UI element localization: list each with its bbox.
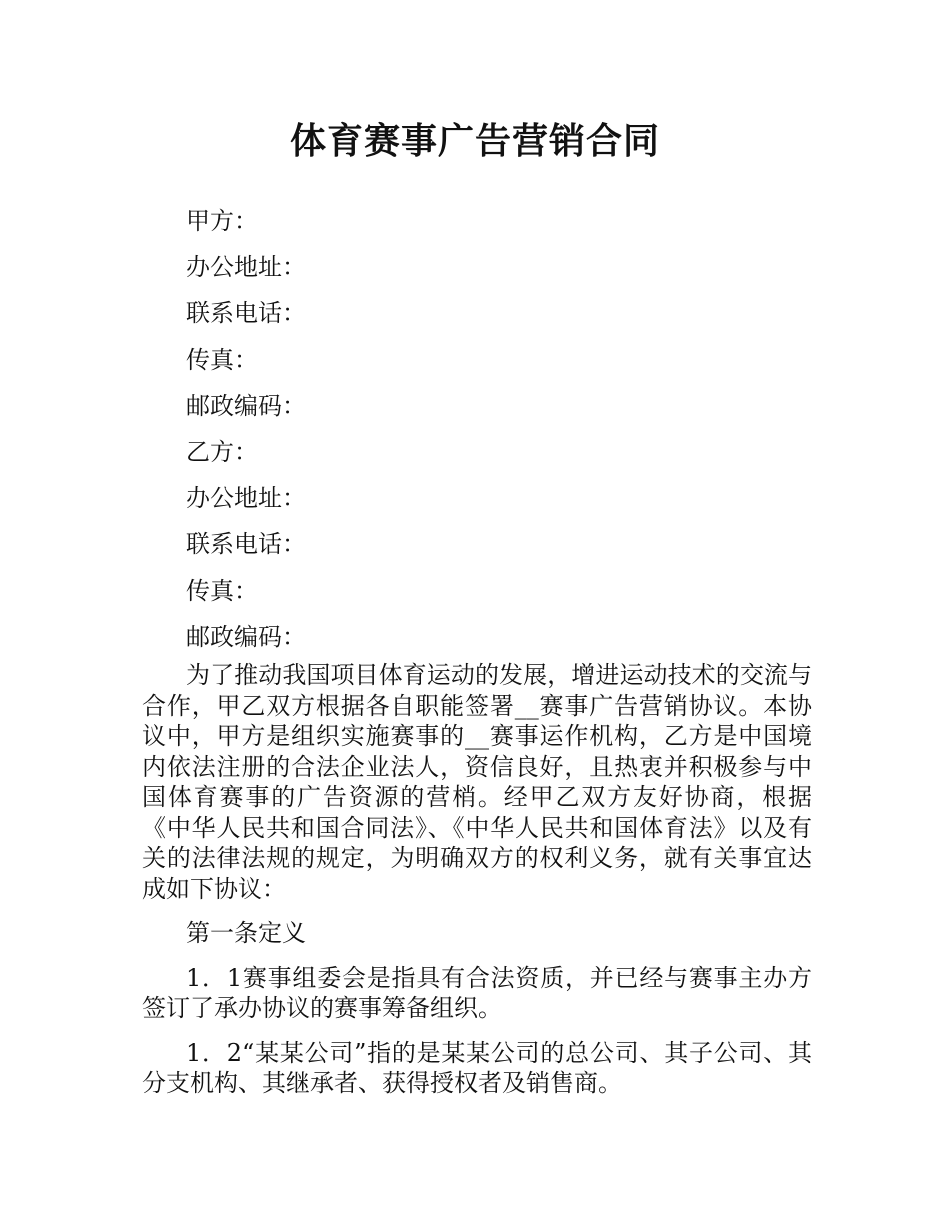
party-b-label: 乙方：: [186, 437, 258, 466]
clause-1-1: 1．1赛事组委会是指具有合法资质，并已经与赛事主办方签订了承办协议的赛事筹备组织。: [142, 963, 812, 1022]
party-b-fax-label: 传真：: [186, 576, 258, 605]
document-title: 体育赛事广告营销合同: [289, 121, 660, 162]
preamble-paragraph: 为了推动我国项目体育运动的发展，增进运动技术的交流与合作，甲乙双方根据各自职能签署__赛事广告营销协议。本协议中，甲方是组织实施赛事的__赛事运作机构，乙方是中国境内依法注册的合法企业法人，资信良好，且热衷并积极参与中国体育赛事的广告资源的营梢。经甲乙双方友好协商，根据《中华人民共和国合同法》、《中华人民共和国体育法》以及有关的法律法规的规定，为明确双方的权利义务，就有关事宜达成如下协议：: [142, 661, 812, 903]
party-a-fax-label: 传真：: [186, 345, 258, 374]
party-b-phone-label: 联系电话：: [186, 530, 306, 559]
contract-body: [142, 660, 812, 1113]
party-b-postcode-label: 邮政编码：: [186, 622, 306, 651]
party-info-block: [186, 198, 826, 660]
article-1-heading: 第一条定义: [186, 919, 306, 947]
party-a-phone-label: 联系电话：: [186, 299, 306, 328]
clause-1-2: 1．2“某某公司”指的是某某公司的总公司、其子公司、其分支机构、其继承者、获得授权者及销售商。: [142, 1038, 812, 1097]
party-a-postcode-label: 邮政编码：: [186, 391, 306, 420]
party-a-label: 甲方：: [186, 207, 258, 235]
party-b-address-label: 办公地址：: [186, 484, 306, 513]
party-a-address-label: 办公地址：: [186, 253, 306, 282]
